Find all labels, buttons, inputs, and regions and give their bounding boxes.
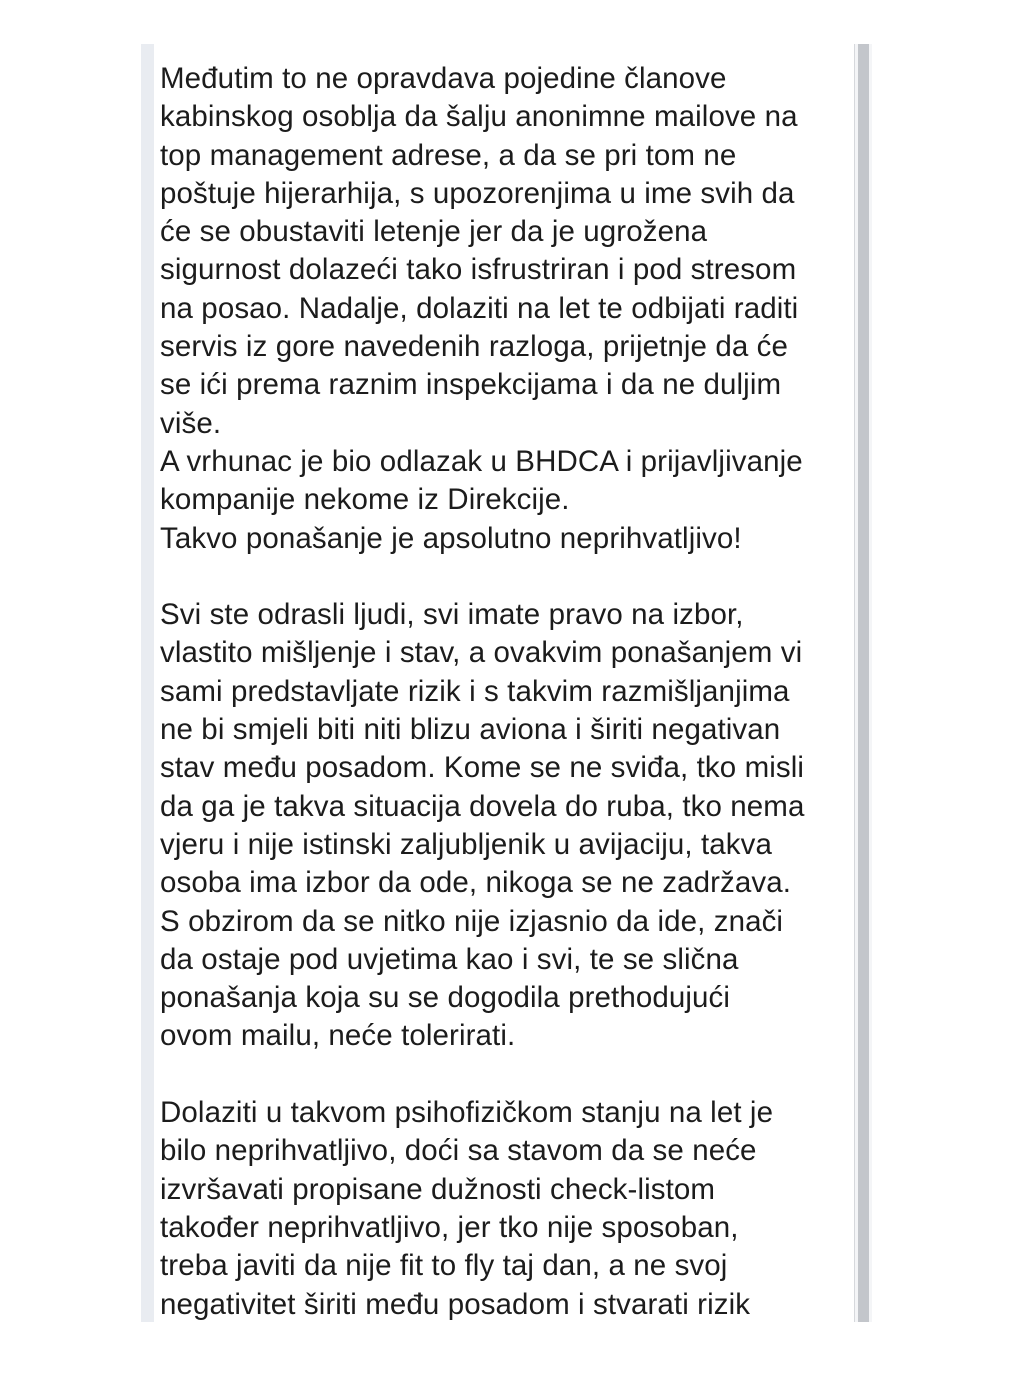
text-line: negativitet širiti među posadom i stvarati rizik (160, 1287, 751, 1321)
text-line: servis iz gore navedenih razloga, prijetnje da će (160, 330, 789, 364)
text-line: kabinskog osoblja da šalju anonimne mailove na (160, 100, 798, 134)
message-body (154, 44, 854, 1322)
text-line: vjeru i nije istinski zaljubljenik u avijaciju, takva (160, 827, 772, 861)
text-line: Međutim to ne opravdava pojedine članove (160, 62, 727, 95)
text-line: ponašanja koja su se dogodila prethodujući (160, 981, 731, 1015)
text-line: treba javiti da nije fit to fly taj dan, a ne svoj (160, 1249, 728, 1283)
text-line: ovom mailu, neće tolerirati. (160, 1019, 516, 1053)
text-line: sigurnost dolazeći tako isfrustriran i pod stresom (160, 253, 797, 287)
left-margin-strip (141, 44, 154, 1322)
paragraph-gap (160, 558, 854, 596)
text-line: stav među posadom. Kome se ne sviđa, tko misli (160, 751, 805, 785)
text-line: ne bi smjeli biti niti blizu aviona i širiti negativan (160, 713, 781, 747)
text-line: izvršavati propisane dužnosti check-listom (160, 1172, 716, 1206)
paragraph-gap (160, 1056, 854, 1094)
text-line: također neprihvatljivo, jer tko nije sposoban, (160, 1210, 739, 1244)
text-line: se ići prema raznim inspekcijama i da ne duljim (160, 368, 782, 402)
text-line: Svi ste odrasli ljudi, svi imate pravo na izbor, (160, 598, 744, 632)
scrollbar-thumb[interactable] (858, 44, 869, 1322)
text-line: više. (160, 406, 222, 440)
text-line: na posao. Nadalje, dolaziti na let te odbijati raditi (160, 291, 799, 325)
text-line: poštuje hijerarhija, s upozorenjima u ime svih da (160, 176, 795, 210)
text-line: vlastito mišljenje i stav, a ovakvim ponašanjem vi (160, 636, 803, 670)
text-line: sami predstavljate rizik i s takvim razmišljanjima (160, 674, 790, 708)
text-line: Takvo ponašanje je apsolutno neprihvatljivo! (160, 521, 742, 555)
text-line: S obzirom da se nitko nije izjasnio da ide, znači (160, 904, 784, 938)
text-line: će se obustaviti letenje jer da je ugrožena (160, 215, 708, 249)
text-line: top management adrese, a da se pri tom ne (160, 138, 737, 172)
text-line: da ostaje pod uvjetima kao i svi, te se slična (160, 942, 739, 976)
text-line: bilo neprihvatljivo, doći sa stavom da se neće (160, 1134, 757, 1168)
text-line: osoba ima izbor da ode, nikoga se ne zadržava. (160, 866, 792, 900)
phone-screen (141, 44, 872, 1322)
message-text (160, 60, 854, 1322)
text-line: kompanije nekome iz Direkcije. (160, 483, 570, 517)
vertical-scrollbar[interactable] (854, 44, 872, 1322)
text-line: da ga je takva situacija dovela do ruba, tko nema (160, 789, 805, 823)
text-line: A vrhunac je bio odlazak u BHDCA i prijavljivanje (160, 444, 803, 478)
text-line: Dolaziti u takvom psihofizičkom stanju na let je (160, 1096, 774, 1130)
